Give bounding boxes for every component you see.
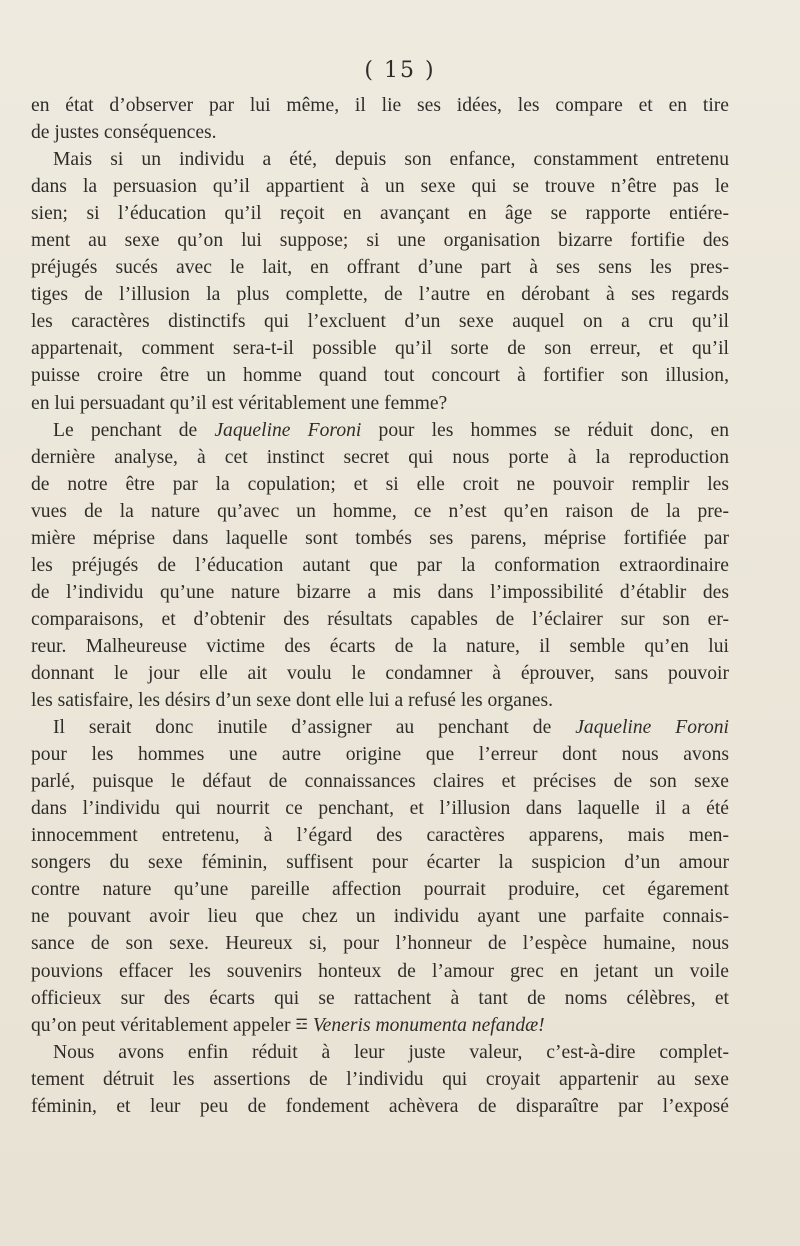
text-line	[31, 1012, 729, 1039]
text-line: dernière analyse, à cet instinct secret qui nous porte à la reproduction	[31, 446, 729, 468]
text-line: officieux sur des écarts qui se rattachent à tant de noms célèbres, et	[31, 987, 729, 1009]
text-line: songers du sexe féminin, suffisent pour écarter la suspicion d’un amour	[31, 852, 729, 874]
italic-name: Jaqueline Foroni	[214, 419, 362, 441]
text-run: qu’on peut véritablement appeler	[31, 1014, 296, 1036]
text-line: de l’individu qu’une nature bizarre a mis dans l’impossibilité d’établir des	[31, 581, 729, 603]
text-line: vues de la nature qu’avec un homme, ce n’est qu’en raison de la pre-	[31, 500, 729, 522]
text-line: dans la persuasion qu’il appartient à un sexe qui se trouve n’être pas le	[31, 176, 729, 198]
text-line: les préjugés de l’éducation autant que par la conformation extraordinaire	[31, 554, 729, 576]
text-line: puisse croire être un homme quand tout concourt à fortifier son illusion,	[31, 365, 729, 387]
text-line: reur. Malheureuse victime des écarts de la nature, il semble qu’en lui	[31, 635, 729, 657]
text-line: en lui persuadant qu’il est véritablement une femme?	[31, 392, 448, 414]
text-line: de justes conséquences.	[31, 122, 217, 144]
italic-name: Jaqueline Foroni	[575, 717, 729, 739]
text-line: appartenait, comment sera-t-il possible qu’il sorte de son erreur, et qu’il	[31, 338, 729, 360]
text-line: ment au sexe qu’on lui suppose; si une organisation bizarre fortifie des	[31, 230, 729, 252]
text-line: en état d’observer par lui même, il lie ses idées, les compare et en tire	[31, 95, 729, 116]
text-run: pour les hommes se réduit donc, en	[361, 419, 730, 441]
text-line	[31, 417, 729, 444]
text-line: de notre être par la copulation; et si elle croit ne pouvoir remplir les	[31, 473, 729, 495]
text-line: dans l’individu qui nourrit ce penchant, et l’illusion dans laquelle il a été	[31, 798, 729, 820]
text-line: sien; si l’éducation qu’il reçoit en avançant en âge se rapporte entiére-	[31, 203, 729, 225]
text-line: pouvions effacer les souvenirs honteux de l’amour grec en jetant un voile	[31, 960, 729, 982]
text-line: tiges de l’illusion la plus complette, de l’autre en dérobant à ses regards	[31, 284, 729, 306]
text-line: innocemment entretenu, à l’égard des caractères apparens, mais men-	[31, 825, 729, 847]
italic-name: Veneris monumenta nefandæ!	[307, 1014, 545, 1036]
text-line: tement détruit les assertions de l’individu qui croyait appartenir au sexe	[31, 1068, 729, 1090]
text-line: les satisfaire, les désirs d’un sexe dont elle lui a refusé les organes.	[31, 690, 553, 712]
text-line: préjugés sucés avec le lait, en offrant d’une part à ses sens les pres-	[31, 257, 729, 279]
text-line: sance de son sexe. Heureux si, pour l’honneur de l’espèce humaine, nous	[31, 933, 729, 955]
text-line: donnant le jour elle ait voulu le condamner à éprouver, sans pouvoir	[31, 662, 729, 684]
text-line: comparaisons, et d’obtenir des résultats capables de l’éclairer sur son er-	[31, 608, 729, 630]
body-text	[31, 92, 729, 1120]
text-line: Mais si un individu a été, depuis son enfance, constamment entretenu	[53, 149, 729, 171]
text-line	[31, 714, 729, 741]
text-run: Le penchant de	[53, 419, 215, 441]
equals-symbol: ☲	[295, 1017, 308, 1033]
page-number: ( 15 )	[364, 58, 436, 83]
text-line: contre nature qu’une pareille affection pourrait produire, cet égarement	[31, 879, 729, 901]
text-line: Nous avons enfin réduit à leur juste valeur, c’est-à-dire complet-	[53, 1041, 729, 1063]
text-line: pour les hommes une autre origine que l’erreur dont nous avons	[31, 744, 729, 766]
text-line: féminin, et leur peu de fondement achèvera de disparaître par l’exposé	[31, 1095, 729, 1117]
text-line: mière méprise dans laquelle sont tombés ses parens, méprise fortifiée par	[31, 527, 729, 549]
text-line: parlé, puisque le défaut de connaissances claires et précises de son sexe	[31, 771, 729, 793]
text-line: les caractères distinctifs qui l’excluent d’un sexe auquel on a cru qu’il	[31, 311, 729, 333]
text-line: ne pouvant avoir lieu que chez un individu ayant une parfaite connais-	[31, 906, 729, 928]
text-run: Il serait donc inutile d’assigner au penchant de	[53, 717, 576, 739]
